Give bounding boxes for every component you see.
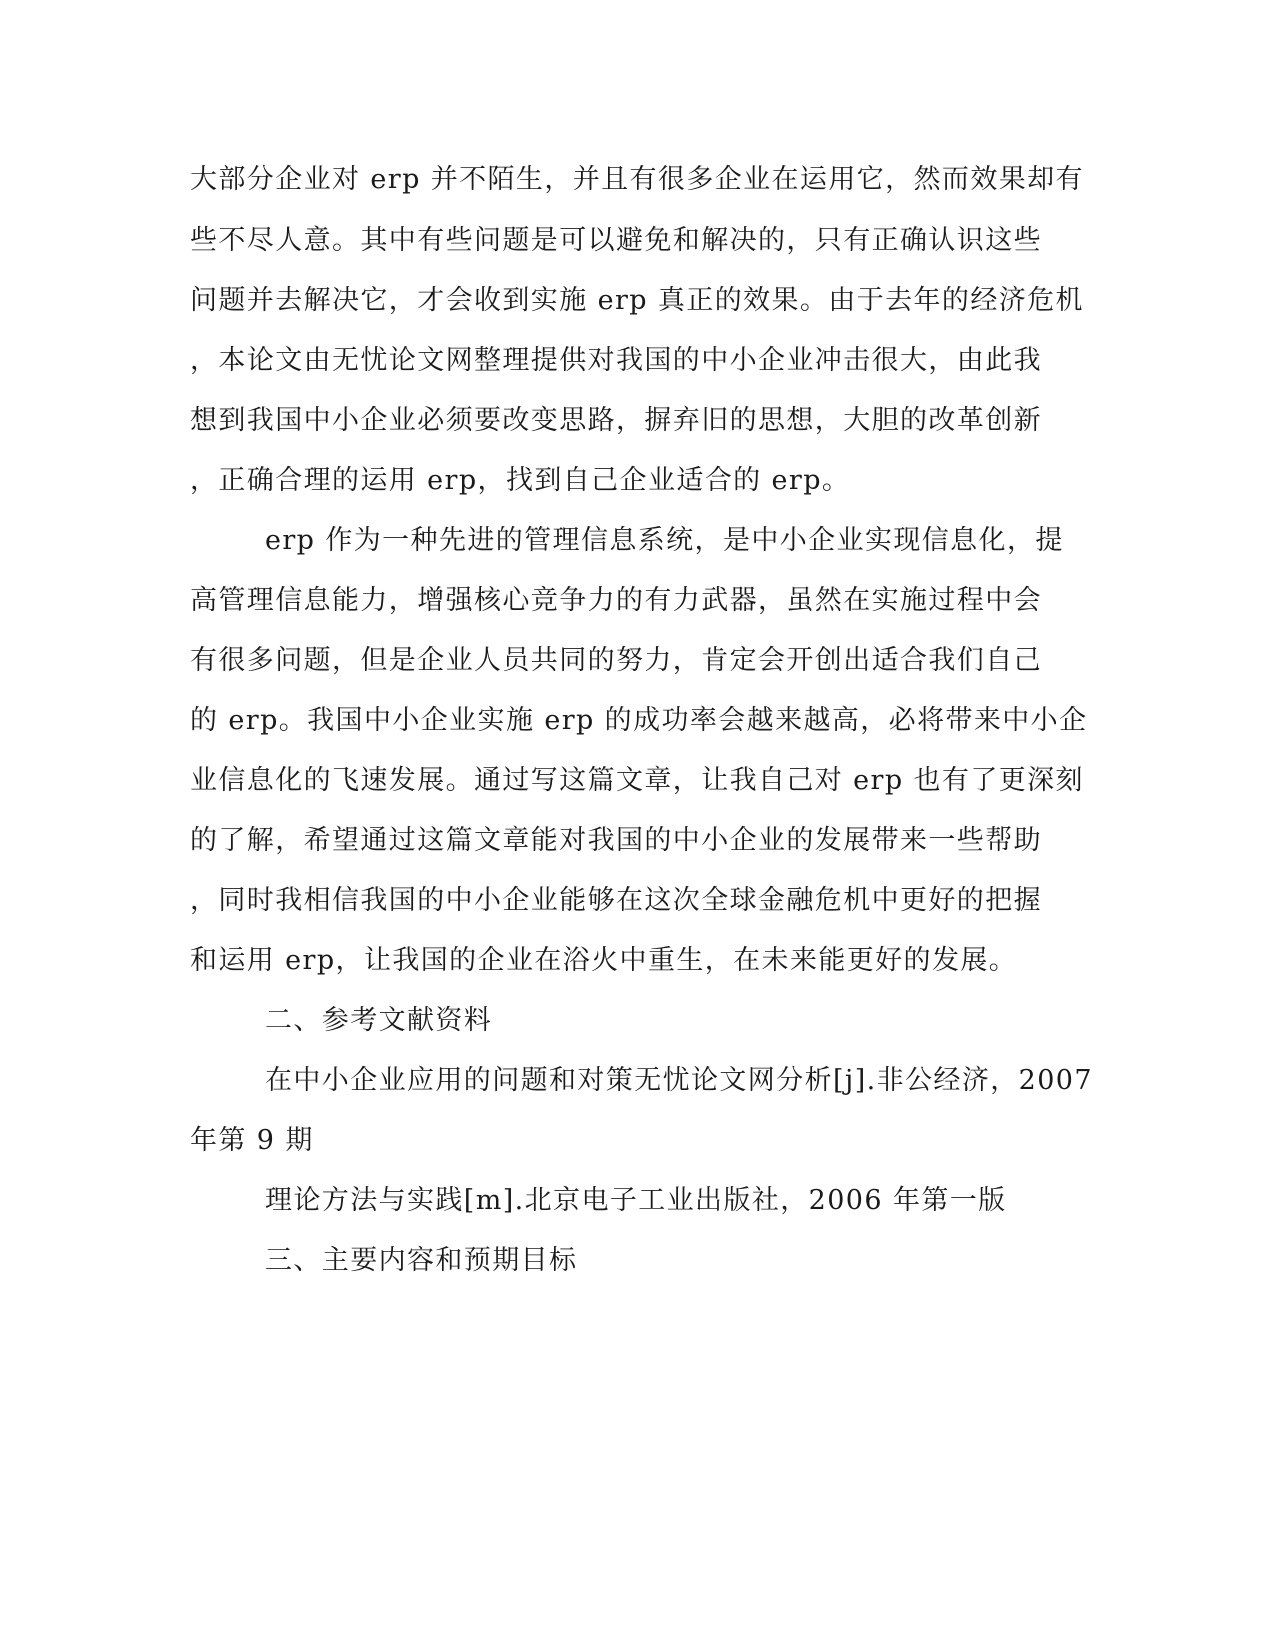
paragraph-2-line-6: 的了解，希望通过这篇文章能对我国的中小企业的发展带来一些帮助 — [190, 825, 1042, 856]
paragraph-2-line-2: 高管理信息能力，增强核心竞争力的有力武器，虽然在实施过程中会 — [190, 585, 1042, 616]
paragraph-2-line-4: 的 erp。我国中小企业实施 erp 的成功率会越来越高，必将带来中小企 — [190, 705, 1088, 736]
paragraph-1-line-2: 些不尽人意。其中有些问题是可以避免和解决的，只有正确认识这些 — [190, 225, 1042, 256]
paragraph-2-line-5: 业信息化的飞速发展。通过写这篇文章，让我自己对 erp 也有了更深刻 — [190, 765, 1084, 796]
paragraph-1-line-3: 问题并去解决它，才会收到实施 erp 真正的效果。由于去年的经济危机 — [190, 285, 1084, 316]
paragraph-2-line-1: erp 作为一种先进的管理信息系统，是中小企业实现信息化，提 — [265, 525, 1064, 556]
paragraph-2-line-8: 和运用 erp，让我国的企业在浴火中重生，在未来能更好的发展。 — [190, 945, 1018, 976]
paragraph-1-line-6: ，正确合理的运用 erp，找到自己企业适合的 erp。 — [190, 465, 851, 496]
paragraph-2-line-3: 有很多问题，但是企业人员共同的努力，肯定会开创出适合我们自己 — [190, 645, 1042, 676]
reference-1-line-1: 在中小企业应用的问题和对策无忧论文网分析[j].非公经济，2007 — [265, 1065, 1093, 1096]
section-heading-references: 二、参考文献资料 — [265, 1005, 493, 1036]
reference-1-line-2: 年第 9 期 — [190, 1125, 314, 1156]
paragraph-2-line-7: ，同时我相信我国的中小企业能够在这次全球金融危机中更好的把握 — [190, 885, 1042, 916]
paragraph-1-line-1: 大部分企业对 erp 并不陌生，并且有很多企业在运用它，然而效果却有 — [190, 164, 1084, 195]
section-heading-main-content: 三、主要内容和预期目标 — [265, 1245, 578, 1276]
paragraph-1-line-5: 想到我国中小企业必须要改变思路，摒弃旧的思想，大胆的改革创新 — [190, 405, 1042, 436]
paragraph-1-line-4: ，本论文由无忧论文网整理提供对我国的中小企业冲击很大，由此我 — [190, 345, 1042, 376]
reference-2: 理论方法与实践[m].北京电子工业出版社，2006 年第一版 — [265, 1185, 1007, 1216]
